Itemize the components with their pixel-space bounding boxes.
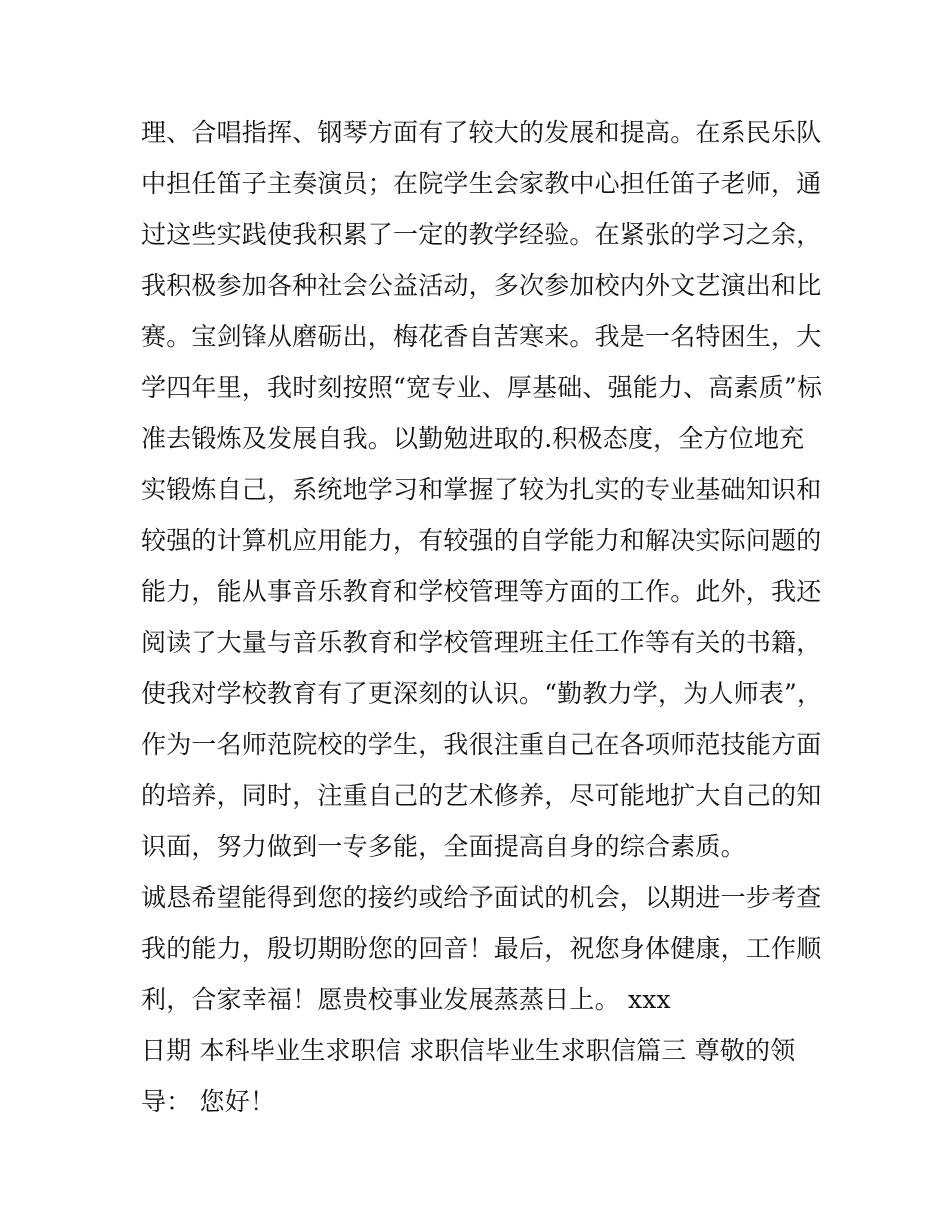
text-line: 诚恳希望能得到您的接约或给予面试的机会，以期进一步考查 [141, 883, 822, 912]
text-line: 赛。宝剑锋从磨砺出，梅花香自苦寒来。我是一名特困生，大 [141, 322, 822, 351]
text-line: 使我对学校教育有了更深刻的认识。“勤教力学，为人师表”， [141, 679, 823, 708]
text-line: 日期 本科毕业生求职信 求职信毕业生求职信篇三 尊敬的领 [141, 1036, 796, 1065]
text-line: 中担任笛子主奏演员；在院学生会家教中心担任笛子老师，通 [141, 169, 822, 198]
text-line: 我积极参加各种社会公益活动，多次参加校内外文艺演出和比 [141, 271, 822, 300]
body-text [141, 107, 831, 1127]
text-line: 作为一名师范院校的学生，我很注重自己在各项师范技能方面 [141, 730, 822, 759]
text-line: 能力，能从事音乐教育和学校管理等方面的工作。此外，我还 [141, 577, 822, 606]
text-line: 识面，努力做到一专多能，全面提高自身的综合素质。 [141, 832, 746, 861]
text-line: 我的能力，殷切期盼您的回音！最后，祝您身体健康，工作顺 [141, 934, 822, 963]
text-line: 阅读了大量与音乐教育和学校管理班主任工作等有关的书籍， [141, 628, 822, 657]
text-line: 较强的计算机应用能力，有较强的自学能力和解决实际问题的 [141, 526, 822, 555]
text-line: 实锻炼自己，系统地学习和掌握了较为扎实的专业基础知识和 [141, 475, 822, 504]
text-line: 的培养，同时，注重自己的艺术修养，尽可能地扩大自己的知 [141, 781, 822, 810]
text-line: 导： 您好！ [141, 1087, 276, 1116]
text-line: 利，合家幸福！愿贵校事业发展蒸蒸日上。 xxx [141, 985, 671, 1014]
text-line: 学四年里，我时刻按照“宽专业、厚基础、强能力、高素质”标 [141, 373, 823, 402]
text-line: 过这些实践使我积累了一定的教学经验。在紧张的学习之余， [141, 220, 822, 249]
text-line: 理、合唱指挥、钢琴方面有了较大的发展和提高。在系民乐队 [141, 118, 822, 147]
text-line: 准去锻炼及发展自我。以勤勉进取的.积极态度，全方位地充 [141, 424, 805, 453]
